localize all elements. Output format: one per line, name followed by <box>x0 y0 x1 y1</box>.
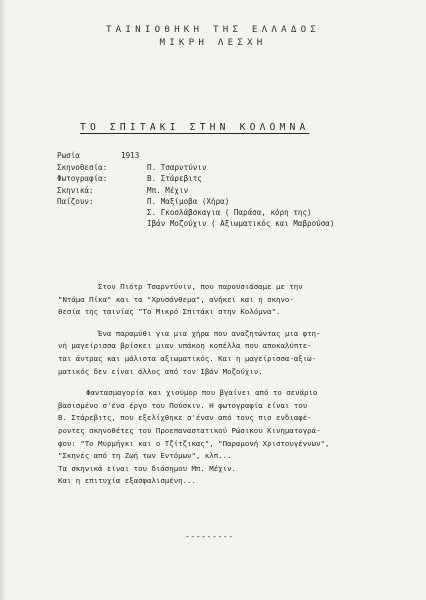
club-name: ΜΙΚΡΗ ΛΕΣΧΗ <box>159 37 267 48</box>
director: Π. Τσαρντύνιν <box>147 163 207 173</box>
text-line: Και η επιτυχία εξασφαλισμένη... <box>58 476 196 486</box>
paragraph <box>58 281 384 319</box>
set-designer: Μπ. Μέχιν <box>147 185 189 195</box>
text-line: "Ντάμα Πίκα" και τα "Χρυσάνθεμα", ανήκει και η σκηνο- <box>58 294 294 304</box>
country: Ρωσία <box>57 151 80 160</box>
text-line: Στον Πιότρ Τσαρντύνιν, που παρουσιάσαμε με την <box>98 282 303 291</box>
text-line: Φαντασμαγορία και χιούμορ που βγαίνει από το σενάριο <box>86 388 318 398</box>
text-line: Τα σκηνικά είναι του διάσημου Μπ. Μέχιν. <box>58 463 236 473</box>
sets-label: Σκηνικά: <box>57 185 94 195</box>
photographer: Β. Στάρεβιτς <box>147 174 202 184</box>
text-line: ματικός δεν είναι άλλος από τον Ιβάν Μοζούχιν. <box>58 366 263 376</box>
text-line: φου: "Το Μυρμήγκι και ο Τζίτζικας", "Παραμονή Χριστουγέννων", <box>58 438 330 448</box>
director-label: Σκηνοθεσία: <box>57 163 108 173</box>
cast-member: Ιβάν Μοζούχιν ( Αξιωματικός και Μαβρούσα) <box>147 219 335 229</box>
paragraph <box>58 387 384 488</box>
year: 1913 <box>121 151 140 160</box>
end-divider: --------- <box>185 532 234 541</box>
text-line: ται άντρας και μάλιστα αξιωματικός. Και η μαγείρισσα-αξιω- <box>58 353 317 363</box>
cast-label: Παίζουν: <box>57 196 94 206</box>
archive-name: ΤΑΙΝΙΟΘΗΚΗ ΤΗΣ ΕΛΛΑΔΟΣ <box>105 24 321 35</box>
paragraph <box>58 328 384 378</box>
film-title: ΤΟ ΣΠΙΤΑΚΙ ΣΤΗΝ ΚΟΛΟΜΝΑ <box>80 122 310 133</box>
cast-member: Σ. Γκοσλάβσκαγια ( Παράσα, κόρη της) <box>147 208 312 218</box>
text-line: βασισμένο σ'ένα έργο του Πούσκιν. Η φωτογραφία είναι του <box>58 400 308 410</box>
text-line: Β. Στάρεβιτς, που εξελίχθηκε σ'έναν από τους πιο ενδιαφέ- <box>58 413 312 423</box>
credits-block <box>57 150 334 229</box>
film-description <box>58 281 384 497</box>
page-edge <box>0 0 6 600</box>
text-line: θεσία της ταινίας "Το Μικρό Σπιτάκι στην Κολόμνα". <box>58 307 281 317</box>
text-line: Ένα παραμύθι για μια χήρα που αναζητώντας μια φτη- <box>98 328 321 338</box>
cast-member: Π. Μαξίμοβα (Χήρα) <box>147 196 230 206</box>
text-line: ροντες σκηνοθέτες του Προεπαναστατικού Ρώσικου Κινηματογρά- <box>58 425 321 435</box>
text-line: "Σκηνές από τη Ζωή των Εντόμων", κλπ... <box>58 451 232 461</box>
photo-label: Φωτογραφία: <box>57 174 108 184</box>
text-line: νή μαγείρισσα βρίσκει μιαν υπάκοη κοπέλλα που αποκαλύπτε- <box>58 341 312 351</box>
